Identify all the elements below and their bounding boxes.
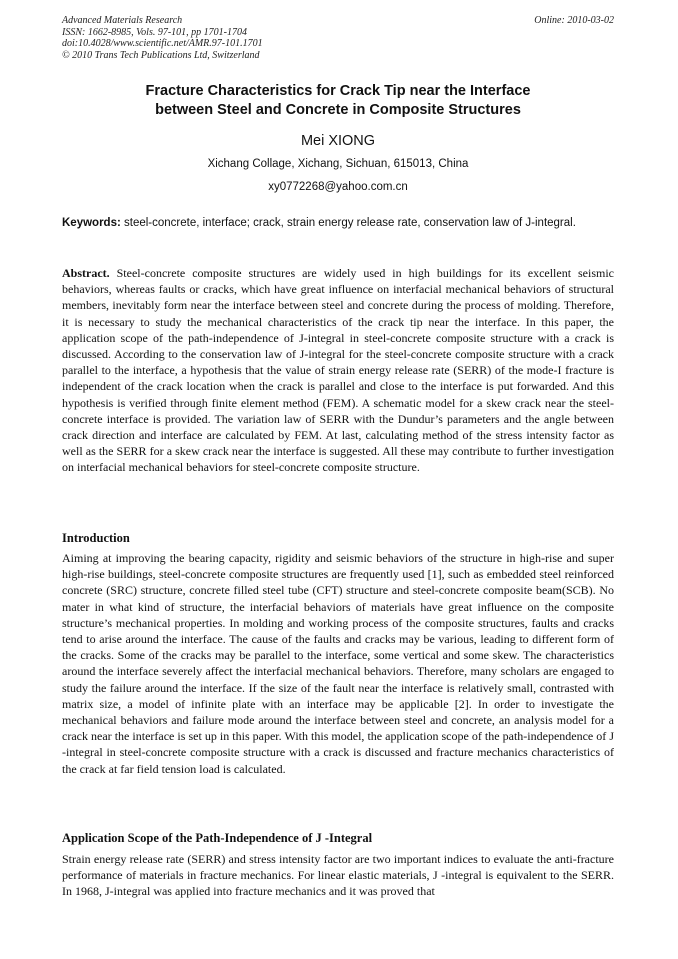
- journal-name: Advanced Materials Research: [62, 15, 183, 26]
- title-line-1: Fracture Characteristics for Crack Tip near the Interface: [145, 83, 531, 99]
- introduction-heading: Introduction: [62, 531, 130, 545]
- author-name: Mei XIONG: [300, 133, 376, 149]
- application-scope-paragraph: Strain energy release rate (SERR) and stress intensity factor are two important indices to evaluate the anti-fracture performance of materials in fracture mechanics. For linear elastic materials, J -integral is equivalent to the SERR. In 1968, J-integral was applied into fracture mechanics and it was proved that: [62, 852, 614, 899]
- author-affiliation: Xichang Collage, Xichang, Sichuan, 615013, China: [207, 158, 469, 170]
- paper-title: [62, 82, 614, 120]
- keywords-block: [62, 215, 614, 231]
- abstract-text: Steel-concrete composite structures are widely used in high buildings for its excellent seismic behaviors, whereas faults or cracks, which have great influence on interfacial mechanical behaviors of structural members, inevitably form near the interface between steel and concrete during the process of molding. Therefore, it is necessary to study the mechanical characteristics of the crack tip near the interface. In this paper, the application scope of the path-independence of J-integral in steel-concrete composite structure with a crack is discussed. According to the conservation law of J-integral for the steel-concrete composite structure with a crack parallel to the interface, a hypothesis that the value of strain energy release rate (SERR) of the mode-I fracture is independent of the crack location when the crack is parallel and close to the interface is put forwarded. And this hypothesis is verified through finite element method (FEM). A schematic model for a skew crack near the steel-concrete interface is provided. The variation law of SERR with the Dundur’s parameters and the angle between crack direction and interface are calculated by FEM. At last, calculating method of the stress intensity factor as well as the SERR for a skew crack near the interface is suggested. All these may contribute to further investigation on interfacial mechanical behaviors for steel-concrete composite structure.: [62, 266, 614, 475]
- keywords-text: steel-concrete, interface; crack, strain energy release rate, conservation law of J-integral.: [124, 217, 576, 229]
- introduction-paragraph: Aiming at improving the bearing capacity, rigidity and seismic behaviors of the structure in high-rise and super high-rise buildings, steel-concrete composite structures are frequently used [1], such as embedded steel reinforced concrete (SRC) structure, concrete filled steel tube (CFT) structure and steel-concrete composite beam(SCB). No mater in what kind of structure, the interfacial behaviors of materials have great influence on the composite structure’s mechanical properties. In molding and working process of the composite structures, faults and cracks tend to arise around the interface. The cause of the faults and cracks may be various, leading to different form of the cracks. Some of the cracks may be parallel to the interface, some vertical and some skew. The characteristics around the interface severely affect the interfacial mechanical behaviors. Therefore, many scholars are engaged to study the failure around the interface. If the size of the fault near the interface is relatively small, contrasted with matrix size, a model of infinite plate with an interface may be applicable [2]. In order to investigate the mechanical behaviors and failure mode around the interface between steel and concrete, an analysis model for a crack near the interface is set up in this paper. With this model, the application scope of the path-independence of J -integral in steel-concrete composite structure with a crack is discussed and fracture mechanics characteristics of the crack at far field tension load is calculated.: [62, 551, 614, 776]
- author-email[interactable]: xy0772268@yahoo.com.cn: [268, 181, 408, 193]
- doi-line[interactable]: doi:10.4028/www.scientific.net/AMR.97-101.1701: [62, 38, 263, 49]
- copyright-line: © 2010 Trans Tech Publications Ltd, Switzerland: [62, 49, 260, 61]
- issn-line: ISSN: 1662-8985, Vols. 97-101, pp 1701-1704: [62, 26, 247, 38]
- journal-header: [62, 15, 614, 61]
- abstract-label: Abstract.: [62, 266, 110, 280]
- abstract-block: [62, 265, 614, 476]
- online-date: Online: 2010-03-02: [534, 15, 614, 26]
- keywords-label: Keywords:: [62, 217, 121, 229]
- application-scope-heading: Application Scope of the Path-Independence of J -Integral: [62, 831, 373, 845]
- title-line-2: between Steel and Concrete in Composite Structures: [155, 102, 521, 118]
